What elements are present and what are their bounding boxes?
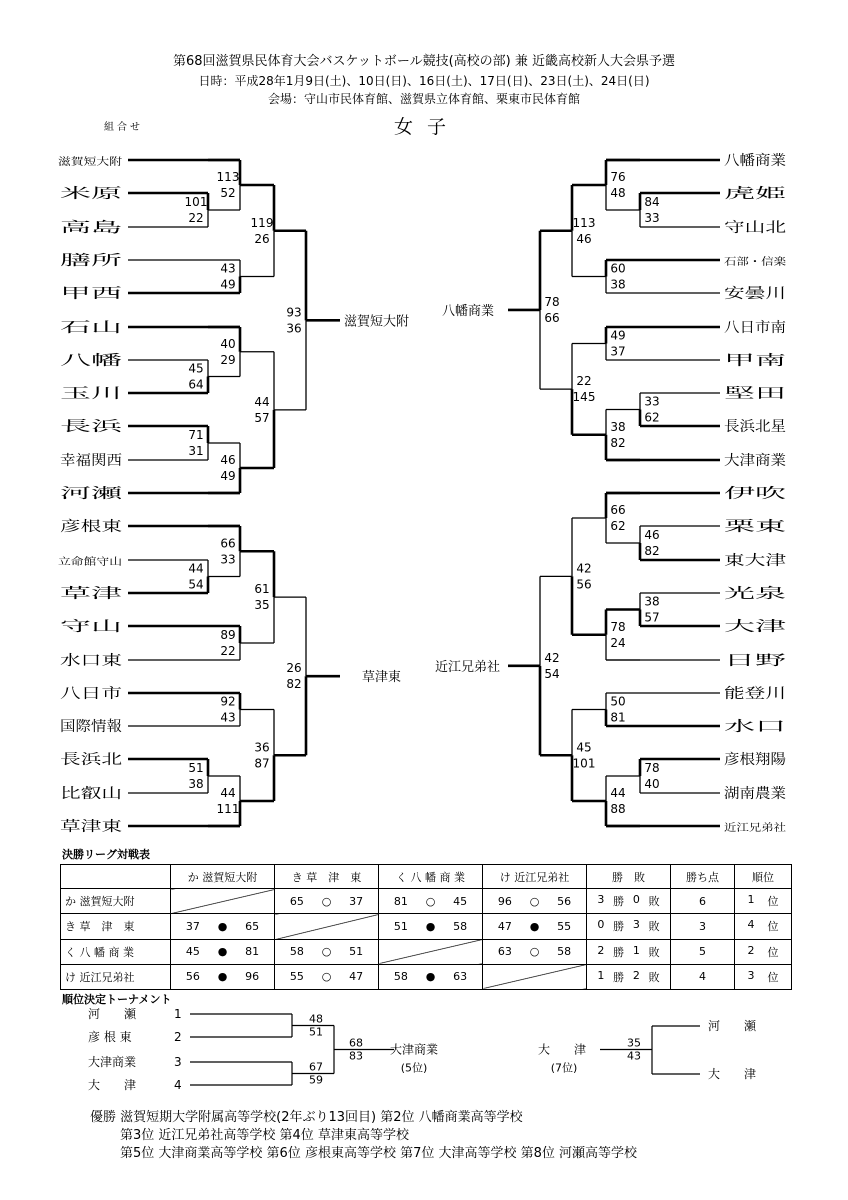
score-label: 42 xyxy=(576,561,592,576)
score-label: 45 xyxy=(188,361,204,376)
score-label: 84 xyxy=(644,195,660,209)
score-label: 36 xyxy=(286,321,302,336)
score-label: 46 xyxy=(576,231,592,246)
score-label: 81 xyxy=(610,710,626,725)
score-label: 29 xyxy=(220,352,236,367)
score-label: 43 xyxy=(220,261,236,276)
record-part: 敗 xyxy=(648,895,660,909)
rank-part: 位 xyxy=(767,970,779,984)
score-label: 66 xyxy=(544,310,560,325)
record-part: 勝 xyxy=(613,920,625,934)
placement-section-title: 順位決定トーナメント xyxy=(62,993,172,1006)
right-team-name: 彦根翔陽 xyxy=(724,752,780,768)
schedule-dates: 日時：平成28年1月9日(土)、10日(日)、16日(土)、17日(日)、23日(土)、24日(日) xyxy=(198,74,650,88)
seventh-place-team: 河 瀬 xyxy=(708,1019,757,1033)
seventh-place-team: 大 津 xyxy=(538,1042,587,1057)
score-label: 22 xyxy=(576,374,592,389)
score-label: 52 xyxy=(220,186,236,200)
score-value: 45 xyxy=(453,894,468,908)
score-label: 24 xyxy=(610,635,626,650)
score-label: 111 xyxy=(216,802,240,816)
league-score xyxy=(483,895,586,908)
score-value: 96 xyxy=(245,970,260,984)
rank-values xyxy=(735,893,791,909)
win-loss-mark: ○ xyxy=(425,894,436,908)
rank-values xyxy=(735,918,791,934)
score-value: 96 xyxy=(497,894,512,908)
score-label: 54 xyxy=(188,577,204,592)
rank-part: 位 xyxy=(767,920,779,934)
score-value: 56 xyxy=(557,894,572,908)
league-header-rank: 順位 xyxy=(735,865,792,889)
league-team-name: く 八 幡 商 業 xyxy=(61,939,171,964)
score-label: 57 xyxy=(254,410,270,425)
rank-part: 3 xyxy=(747,968,755,982)
league-result-cell xyxy=(275,889,379,914)
win-loss-mark: ○ xyxy=(529,945,540,959)
win-loss-mark: ○ xyxy=(321,894,332,908)
left-team-name: 膳所 xyxy=(60,253,122,269)
league-points: 6 xyxy=(671,889,735,914)
score-label: 44 xyxy=(610,786,626,800)
league-self-cell xyxy=(171,889,275,914)
league-rank xyxy=(735,889,792,914)
placement-winner: 大津商業 xyxy=(390,1042,439,1057)
league-row xyxy=(61,889,792,914)
right-team-name: 栗東 xyxy=(724,519,752,535)
right-team-name: 守山北 xyxy=(724,220,786,236)
league-result-cell xyxy=(171,964,275,989)
league-rank xyxy=(735,964,792,989)
league-score xyxy=(171,945,274,958)
league-result-cell xyxy=(483,939,587,964)
score-label: 43 xyxy=(220,710,236,725)
score-value: 63 xyxy=(453,970,468,984)
league-team-name: け 近江兄弟社 xyxy=(61,964,171,989)
score-label: 40 xyxy=(644,777,660,791)
league-score xyxy=(483,945,586,958)
win-loss-mark: ● xyxy=(425,970,436,984)
score-label: 49 xyxy=(220,469,236,483)
league-score xyxy=(275,970,378,983)
score-label: 38 xyxy=(610,419,626,434)
score-label: 78 xyxy=(644,761,660,775)
right-team-name: 長浜北星 xyxy=(724,419,786,435)
right-team-name: 虎姫 xyxy=(724,186,752,202)
score-value: 37 xyxy=(349,894,364,908)
league-header-team: か 滋賀短大附 xyxy=(171,865,275,889)
score-label: 36 xyxy=(254,740,270,755)
score-label: 113 xyxy=(216,170,240,184)
league-header-team: き 草 津 東 xyxy=(275,865,379,889)
league-rank xyxy=(735,939,792,964)
league-header-blank xyxy=(61,865,171,889)
right-team-name: 八日市南 xyxy=(724,320,780,336)
score-value: 37 xyxy=(185,919,200,933)
score-label: 38 xyxy=(610,277,626,292)
league-header-row xyxy=(61,865,792,889)
left-team-name: 長浜 xyxy=(60,419,125,435)
score-label: 60 xyxy=(610,261,626,276)
score-label: 26 xyxy=(286,661,302,676)
score-value: 47 xyxy=(349,970,364,984)
score-value: 47 xyxy=(497,919,512,933)
placement-seed-number: 4 xyxy=(174,1078,182,1092)
score-label: 40 xyxy=(220,336,236,351)
league-points: 4 xyxy=(671,964,735,989)
score-label: 38 xyxy=(644,594,660,609)
league-score xyxy=(171,920,274,933)
record-part: 敗 xyxy=(648,970,660,984)
score-label: 50 xyxy=(610,694,626,709)
score-label: 22 xyxy=(220,644,236,658)
win-loss-mark: ● xyxy=(217,970,228,984)
league-points: 5 xyxy=(671,939,735,964)
league-score xyxy=(379,895,482,908)
results-line-2: 第3位 近江兄弟社高等学校 第4位 草津東高等学校 xyxy=(120,1128,409,1143)
score-label: 82 xyxy=(286,677,302,692)
right-team-name: 甲南 xyxy=(724,353,752,369)
score-label: 43 xyxy=(627,1049,641,1063)
score-value: 55 xyxy=(557,919,572,933)
score-label: 101 xyxy=(184,195,208,209)
league-score xyxy=(275,895,378,908)
rank-part: 2 xyxy=(747,943,755,957)
left-team-name: 草津東 xyxy=(60,819,102,835)
score-label: 22 xyxy=(188,211,204,225)
score-label: 54 xyxy=(544,666,560,681)
rank-part: 4 xyxy=(747,918,755,932)
win-loss-mark: ○ xyxy=(529,894,540,908)
placement-bracket xyxy=(0,1000,848,1110)
left-team-name: 立命館守山 xyxy=(58,557,108,568)
score-label: 37 xyxy=(610,344,626,359)
league-header-points: 勝ち点 xyxy=(671,865,735,889)
venue-list: 会場：守山市民体育館、滋賀県立体育館、栗東市民体育館 xyxy=(267,92,580,106)
league-points: 3 xyxy=(671,914,735,939)
score-value: 81 xyxy=(245,945,260,959)
league-self-cell xyxy=(275,914,379,939)
league-score xyxy=(379,920,482,933)
score-label: 31 xyxy=(188,444,204,458)
bracket-label: 組合せ xyxy=(104,122,143,133)
right-team-name: 近江兄弟社 xyxy=(724,823,774,834)
right-team-name: 八幡商業 xyxy=(724,153,780,169)
score-label: 68 xyxy=(349,1036,363,1050)
score-label: 78 xyxy=(610,619,626,634)
score-label: 93 xyxy=(286,305,302,320)
score-label: 45 xyxy=(576,740,592,755)
left-team-name: 国際情報 xyxy=(60,719,116,735)
score-label: 33 xyxy=(644,211,660,225)
placement-seed-number: 1 xyxy=(174,1007,182,1021)
left-team-name: 高島 xyxy=(60,220,88,236)
league-score xyxy=(171,970,274,983)
league-team-name: き 草 津 東 xyxy=(61,914,171,939)
score-label: 78 xyxy=(544,294,560,309)
score-label: 46 xyxy=(644,528,660,542)
placement-seed-number: 2 xyxy=(174,1030,182,1044)
score-value: 63 xyxy=(497,945,512,959)
record-part: 2 xyxy=(632,968,640,982)
league-team-name: か 滋賀短大附 xyxy=(61,889,171,914)
score-label: 82 xyxy=(610,435,626,450)
record-values xyxy=(587,969,670,985)
left-block-winner: 草津東 xyxy=(362,670,402,686)
record-part: 勝 xyxy=(613,945,625,959)
score-value: 45 xyxy=(185,945,200,959)
placement-winner-rank: (5位) xyxy=(400,1061,428,1075)
left-team-name: 米原 xyxy=(60,186,88,202)
league-score xyxy=(275,945,378,958)
left-team-name: 守山 xyxy=(60,619,122,635)
league-result-cell xyxy=(275,939,379,964)
score-label: 48 xyxy=(309,1012,323,1026)
league-header-team: け 近江兄弟社 xyxy=(483,865,587,889)
seventh-place-team: 大 津 xyxy=(708,1067,757,1081)
score-label: 57 xyxy=(644,610,660,625)
score-label: 62 xyxy=(610,519,626,533)
league-result-cell xyxy=(171,914,275,939)
rank-part: 位 xyxy=(767,945,779,959)
league-row xyxy=(61,914,792,939)
league-row xyxy=(61,964,792,989)
right-team-name: 堅田 xyxy=(724,386,786,402)
score-value: 58 xyxy=(393,970,408,984)
record-part: 3 xyxy=(632,918,640,932)
league-result-cell xyxy=(379,914,483,939)
right-team-name: 大津商業 xyxy=(724,453,780,469)
score-value: 58 xyxy=(289,945,304,959)
league-result-cell xyxy=(275,964,379,989)
score-label: 88 xyxy=(610,802,626,816)
placement-team-name: 大 津 xyxy=(88,1078,137,1092)
record-part: 3 xyxy=(597,893,605,907)
score-label: 119 xyxy=(250,215,274,230)
score-value: 58 xyxy=(453,919,468,933)
win-loss-mark: ● xyxy=(217,945,228,959)
record-part: 勝 xyxy=(613,970,625,984)
rank-values xyxy=(735,969,791,985)
score-value: 51 xyxy=(393,919,408,933)
record-values xyxy=(587,944,670,960)
league-result-cell xyxy=(379,889,483,914)
score-label: 44 xyxy=(188,561,204,576)
score-label: 89 xyxy=(220,628,236,642)
left-block-winner: 滋賀短大附 xyxy=(344,314,410,330)
league-score xyxy=(483,920,586,933)
score-label: 76 xyxy=(610,170,626,184)
win-loss-mark: ○ xyxy=(321,970,332,984)
score-label: 67 xyxy=(309,1060,323,1074)
left-team-name: 長浜北 xyxy=(60,752,122,768)
right-block-winner: 近江兄弟社 xyxy=(434,659,500,675)
score-label: 51 xyxy=(188,761,204,775)
league-score xyxy=(379,970,482,983)
division-label: 女子 xyxy=(394,116,461,138)
win-loss-mark: ○ xyxy=(321,945,332,959)
score-value: 65 xyxy=(245,919,260,933)
record-part: 2 xyxy=(597,943,605,957)
score-value: 55 xyxy=(289,970,304,984)
league-result-cell xyxy=(483,889,587,914)
league-section-title: 決勝リーグ対戦表 xyxy=(62,848,150,861)
score-label: 59 xyxy=(309,1073,323,1087)
right-team-name: 能登川 xyxy=(724,686,766,702)
left-team-name: 石山 xyxy=(60,320,122,336)
left-team-name: 八幡 xyxy=(60,353,122,369)
record-part: 敗 xyxy=(648,920,660,934)
league-result-cell xyxy=(379,964,483,989)
league-record xyxy=(587,889,671,914)
score-label: 61 xyxy=(254,582,270,597)
right-team-name: 伊吹 xyxy=(724,486,786,502)
placement-seed-number: 3 xyxy=(174,1055,182,1069)
score-label: 35 xyxy=(627,1036,641,1050)
score-label: 46 xyxy=(220,453,236,467)
score-value: 81 xyxy=(393,894,408,908)
right-team-name: 日野 xyxy=(724,653,786,669)
score-label: 62 xyxy=(644,410,660,425)
score-label: 83 xyxy=(349,1049,363,1063)
score-label: 66 xyxy=(220,536,236,551)
record-values xyxy=(587,918,670,934)
league-result-cell xyxy=(171,939,275,964)
rank-values xyxy=(735,944,791,960)
score-label: 33 xyxy=(220,552,236,567)
league-record xyxy=(587,964,671,989)
left-team-name: 玉川 xyxy=(60,386,122,402)
results-line-3: 第5位 大津商業高等学校 第6位 彦根東高等学校 第7位 大津高等学校 第8位 河瀬高等学校 xyxy=(120,1146,638,1161)
score-label: 64 xyxy=(188,377,204,392)
rank-part: 1 xyxy=(747,893,755,907)
score-label: 35 xyxy=(254,598,270,613)
record-part: 1 xyxy=(632,943,640,957)
right-block-winner: 八幡商業 xyxy=(441,303,494,319)
left-team-name: 草津 xyxy=(60,586,122,602)
score-value: 65 xyxy=(289,894,304,908)
record-values xyxy=(587,893,670,909)
score-label: 42 xyxy=(544,650,560,665)
league-self-cell xyxy=(379,939,483,964)
score-label: 87 xyxy=(254,756,270,771)
league-record xyxy=(587,939,671,964)
placement-team-name: 彦 根 東 xyxy=(88,1030,132,1044)
score-label: 33 xyxy=(644,394,660,409)
left-team-name: 比叡山 xyxy=(60,786,102,802)
league-header-team: く 八 幡 商 業 xyxy=(379,865,483,889)
seventh-place-rank: (7位) xyxy=(550,1061,578,1075)
left-team-name: 河瀬 xyxy=(60,486,88,502)
record-part: 0 xyxy=(632,893,640,907)
left-team-name: 水口東 xyxy=(60,653,102,669)
league-table xyxy=(60,864,792,990)
league-record xyxy=(587,914,671,939)
record-part: 1 xyxy=(597,968,605,982)
score-label: 48 xyxy=(610,186,626,200)
league-header-record: 勝 敗 xyxy=(587,865,671,889)
league-row xyxy=(61,939,792,964)
score-value: 58 xyxy=(557,945,572,959)
score-label: 101 xyxy=(572,756,596,771)
score-label: 56 xyxy=(576,577,592,592)
right-team-name: 大津 xyxy=(724,619,752,635)
win-loss-mark: ● xyxy=(425,919,436,933)
left-team-name: 彦根東 xyxy=(60,519,102,535)
score-value: 51 xyxy=(349,945,364,959)
score-label: 26 xyxy=(254,231,270,246)
score-label: 113 xyxy=(572,215,596,230)
league-result-cell xyxy=(483,914,587,939)
placement-team-name: 河 瀬 xyxy=(88,1007,137,1021)
score-label: 71 xyxy=(188,428,204,442)
record-part: 0 xyxy=(597,918,605,932)
score-label: 145 xyxy=(572,390,596,405)
score-label: 49 xyxy=(610,328,626,343)
left-team-name: 幸福関西 xyxy=(60,453,116,469)
right-team-name: 湖南農業 xyxy=(724,786,780,802)
right-team-name: 水口 xyxy=(724,719,752,735)
document-title: 第68回滋賀県民体育大会バスケットボール競技(高校の部) 兼 近畿高校新人大会県予選 xyxy=(172,54,676,69)
right-team-name: 安曇川 xyxy=(724,286,786,302)
left-team-name: 甲西 xyxy=(60,286,122,302)
record-part: 勝 xyxy=(613,895,625,909)
left-team-name: 滋賀短大附 xyxy=(58,157,108,168)
league-self-cell xyxy=(483,964,587,989)
score-value: 56 xyxy=(185,970,200,984)
right-team-name: 光泉 xyxy=(724,586,752,602)
score-label: 82 xyxy=(644,544,660,558)
score-label: 49 xyxy=(220,277,236,292)
left-team-name: 八日市 xyxy=(60,686,122,702)
score-label: 44 xyxy=(254,394,270,409)
placement-team-name: 大津商業 xyxy=(88,1055,137,1069)
win-loss-mark: ● xyxy=(217,919,228,933)
league-rank xyxy=(735,914,792,939)
score-label: 92 xyxy=(220,694,236,709)
win-loss-mark: ● xyxy=(529,919,540,933)
right-team-name: 東大津 xyxy=(724,553,766,569)
rank-part: 位 xyxy=(767,895,779,909)
score-label: 44 xyxy=(220,786,236,800)
record-part: 敗 xyxy=(648,945,660,959)
score-label: 51 xyxy=(309,1025,323,1039)
score-label: 66 xyxy=(610,503,626,517)
right-team-name: 石部・信楽 xyxy=(724,257,774,268)
results-line-1: 優勝 滋賀短期大学附属高等学校(2年ぶり13回目) 第2位 八幡商業高等学校 xyxy=(90,1110,523,1125)
score-label: 38 xyxy=(188,777,204,791)
